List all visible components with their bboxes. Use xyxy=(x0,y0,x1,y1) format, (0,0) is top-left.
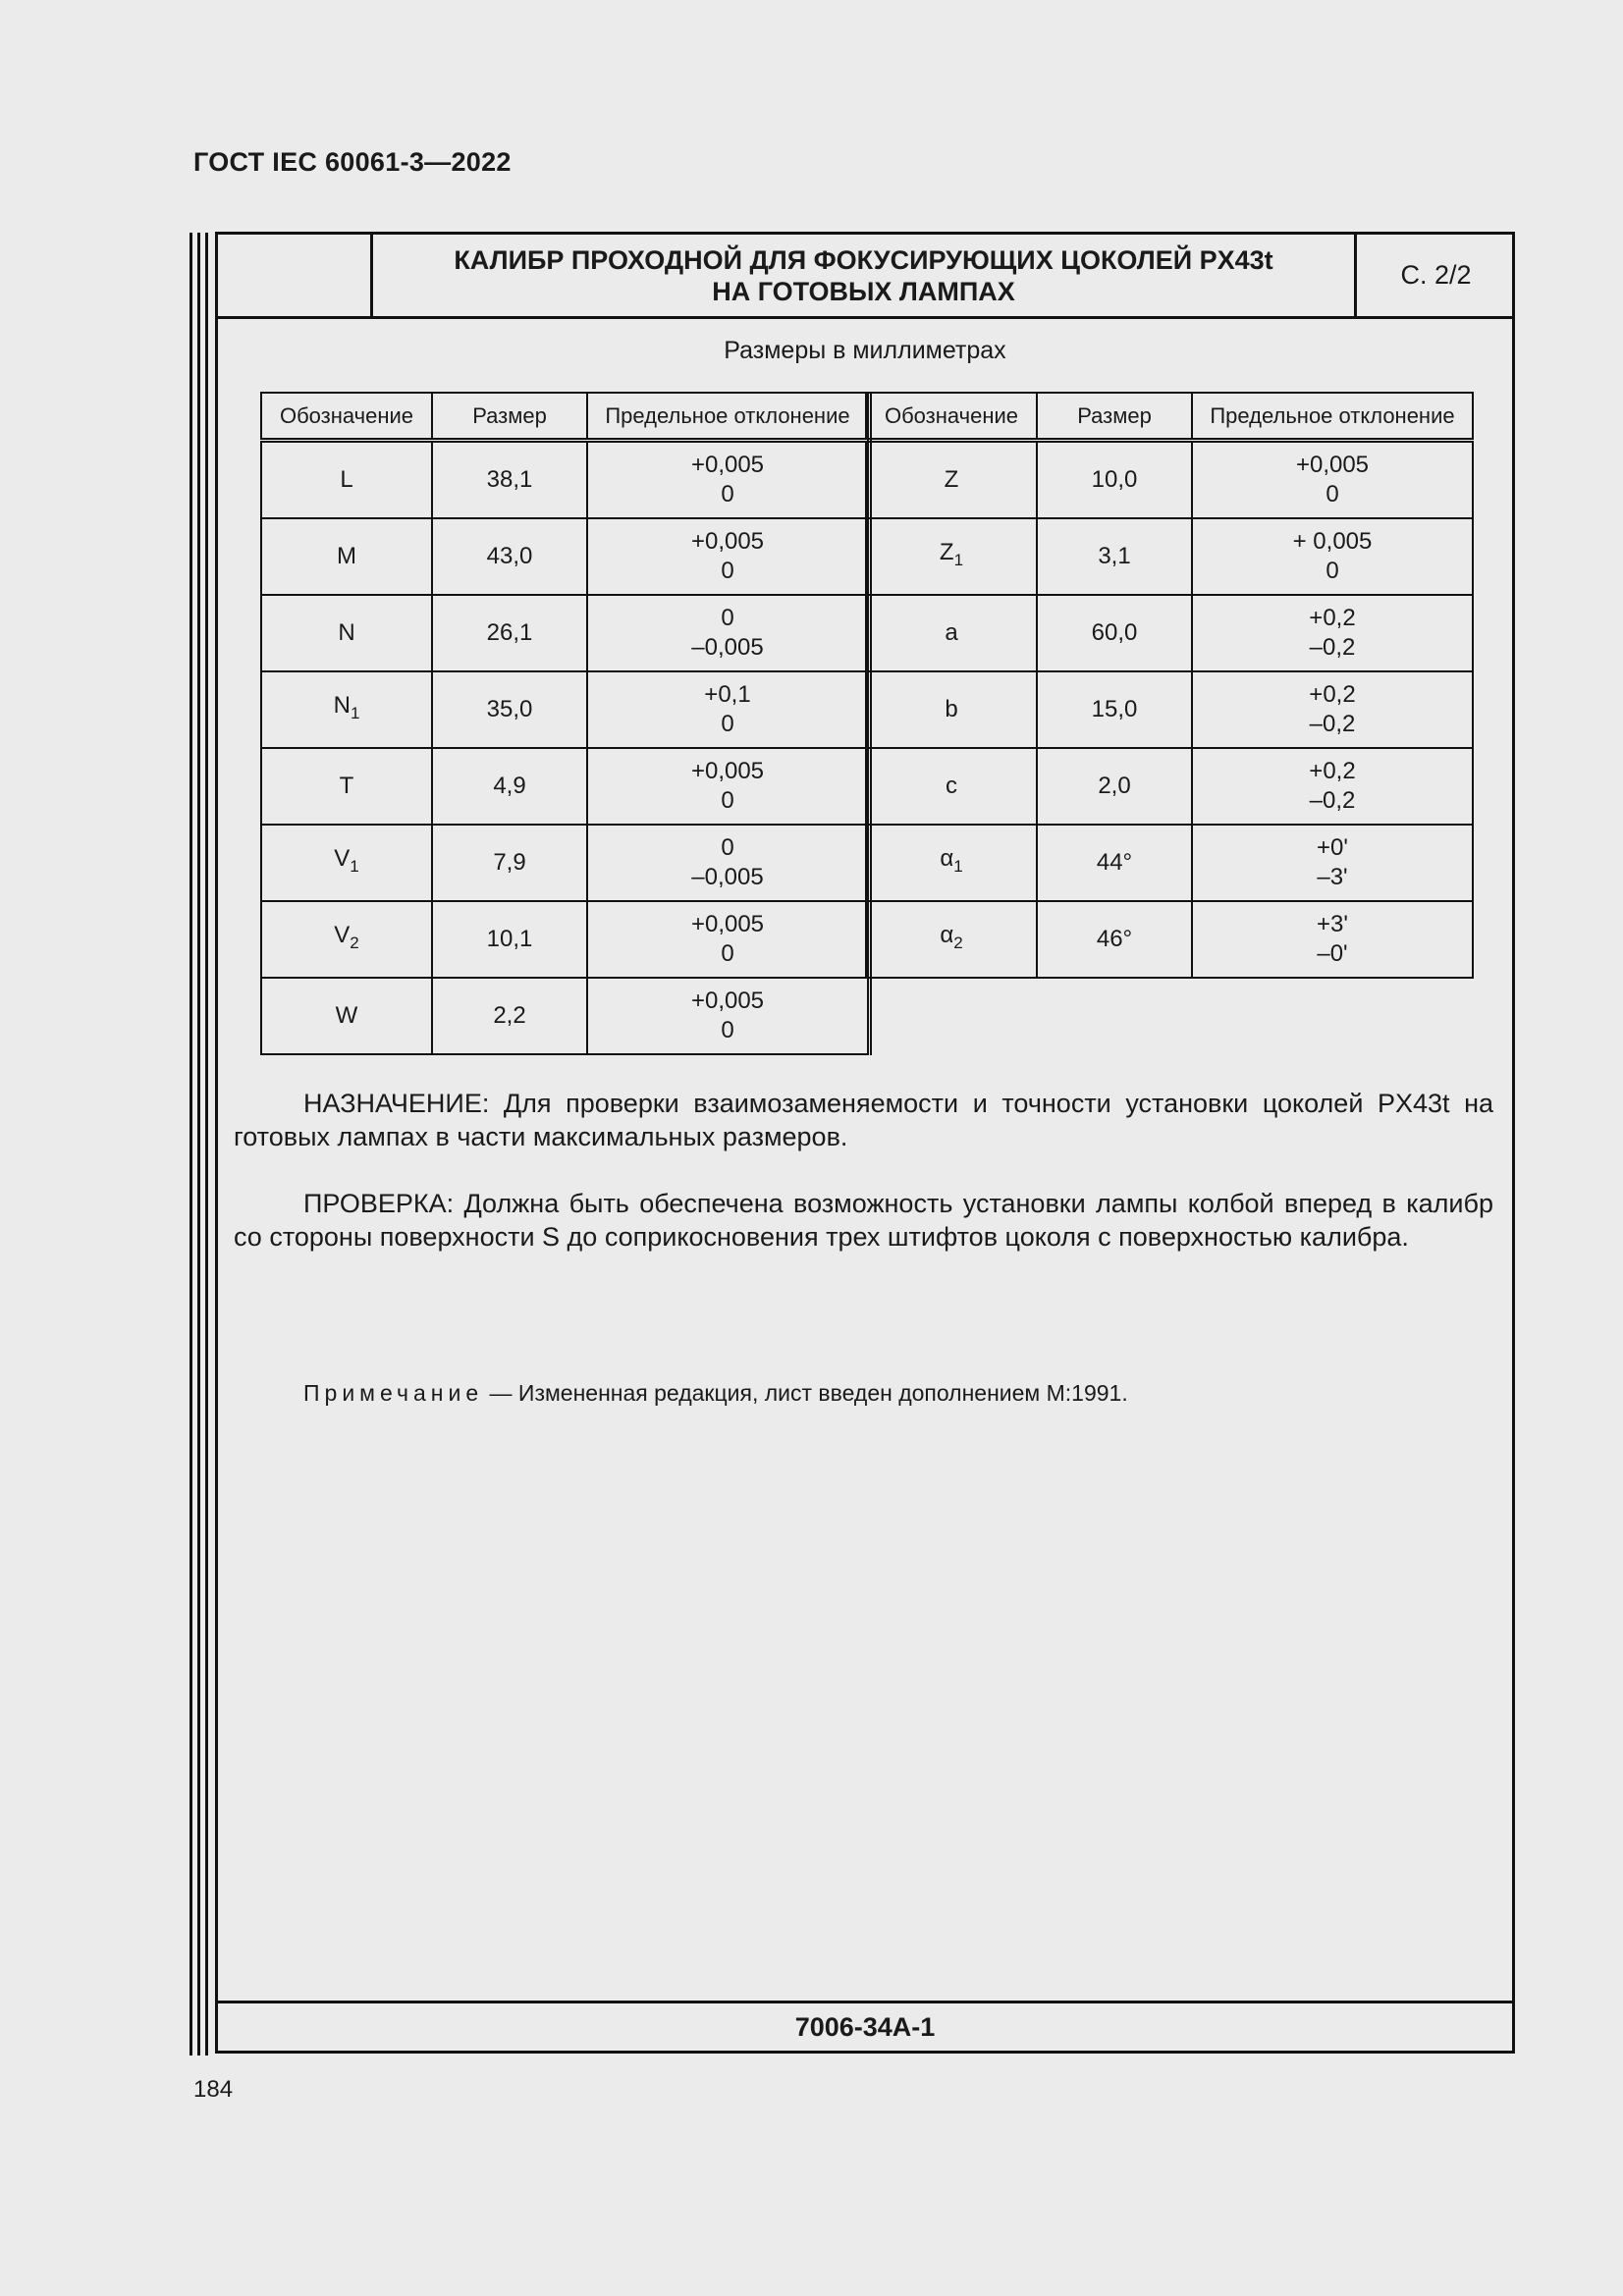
size-cell: 46° xyxy=(1037,901,1192,978)
margin-line xyxy=(197,233,200,2056)
document-header: ГОСТ IEC 60061-3—2022 xyxy=(193,147,512,177)
deviation-upper: +0,005 xyxy=(690,911,765,937)
header-size: Размер xyxy=(1037,393,1192,441)
page-number: 184 xyxy=(193,2076,234,2103)
sheet-code: 7006-34A-1 xyxy=(218,2001,1512,2051)
symbol: N xyxy=(338,619,355,646)
size-cell: 43,0 xyxy=(432,518,587,595)
symbol-cell xyxy=(866,595,1037,671)
symbol-cell xyxy=(261,978,432,1054)
deviation-cell xyxy=(587,825,870,901)
table-row xyxy=(261,441,870,519)
title-empty-cell xyxy=(218,235,373,316)
symbol-cell xyxy=(261,518,432,595)
purpose-paragraph: НАЗНАЧЕНИЕ: Для проверки взаимозаменяемости и точности установки цоколей PX43t на готовых лампах в части максимальных размеров. xyxy=(234,1089,1493,1151)
table-row xyxy=(866,595,1473,671)
deviation-lower: 0 xyxy=(1325,558,1339,584)
size-cell: 2,2 xyxy=(432,978,587,1054)
symbol: α xyxy=(940,845,954,872)
deviation-cell xyxy=(587,901,870,978)
symbol-subscript: 1 xyxy=(350,704,360,722)
header-symbol: Обозначение xyxy=(261,393,432,441)
table-header-row xyxy=(261,393,870,441)
symbol-cell xyxy=(261,825,432,901)
deviation-lower: 0 xyxy=(721,1017,734,1043)
deviation-lower: 0 xyxy=(721,558,734,584)
note xyxy=(303,1380,1128,1407)
deviation-cell xyxy=(587,978,870,1054)
size-cell: 38,1 xyxy=(432,441,587,519)
table-row xyxy=(866,518,1473,595)
deviation-lower: 0 xyxy=(721,481,734,507)
size-cell: 15,0 xyxy=(1037,671,1192,748)
size-cell: 35,0 xyxy=(432,671,587,748)
symbol-subscript: 1 xyxy=(350,857,359,876)
deviation-cell xyxy=(1192,518,1473,595)
symbol-subscript: 1 xyxy=(953,857,963,876)
symbol-cell xyxy=(866,441,1037,519)
deviation-lower: 0 xyxy=(721,711,734,737)
symbol: a xyxy=(945,619,958,646)
header-symbol: Обозначение xyxy=(866,393,1037,441)
sheet-title-line2: НА ГОТОВЫХ ЛАМПАХ xyxy=(712,276,1015,306)
deviation-upper: +3' xyxy=(1317,911,1348,937)
symbol: α xyxy=(940,922,954,948)
deviation-cell xyxy=(1192,595,1473,671)
deviation-cell xyxy=(1192,825,1473,901)
size-cell: 44° xyxy=(1037,825,1192,901)
symbol-cell xyxy=(866,671,1037,748)
symbol-cell xyxy=(866,825,1037,901)
sheet-page-number: С. 2/2 xyxy=(1354,235,1515,316)
deviation-upper: 0 xyxy=(721,605,734,631)
deviation-upper: 0 xyxy=(721,834,734,861)
deviation-upper: +0,2 xyxy=(1309,681,1356,708)
header-deviation: Предельное отклонение xyxy=(1192,393,1473,441)
symbol: W xyxy=(335,1002,358,1029)
deviation-lower: –0,2 xyxy=(1309,634,1356,661)
symbol-cell xyxy=(866,748,1037,825)
deviation-cell xyxy=(587,671,870,748)
size-cell: 4,9 xyxy=(432,748,587,825)
sheet-title xyxy=(373,235,1354,316)
size-cell: 10,1 xyxy=(432,901,587,978)
deviation-cell xyxy=(1192,901,1473,978)
deviation-cell xyxy=(587,441,870,519)
symbol: V xyxy=(334,922,351,948)
table-row xyxy=(261,748,870,825)
deviation-lower: 0 xyxy=(1325,481,1339,507)
title-block xyxy=(218,235,1512,319)
margin-line xyxy=(189,233,192,2056)
deviation-cell xyxy=(587,518,870,595)
table-row xyxy=(261,518,870,595)
deviation-upper: +0,005 xyxy=(690,988,765,1014)
deviation-lower: –0,2 xyxy=(1309,711,1356,737)
header-deviation: Предельное отклонение xyxy=(587,393,870,441)
margin-line xyxy=(205,233,208,2056)
sheet-title-line1: КАЛИБР ПРОХОДНОЙ ДЛЯ ФОКУСИРУЮЩИХ ЦОКОЛЕЙ PX43t xyxy=(454,244,1273,275)
deviation-lower: –0,2 xyxy=(1309,787,1356,814)
deviation-upper: +0' xyxy=(1317,834,1348,861)
symbol-cell xyxy=(866,901,1037,978)
table-row xyxy=(866,825,1473,901)
size-cell: 26,1 xyxy=(432,595,587,671)
table-row xyxy=(866,901,1473,978)
table-row xyxy=(261,595,870,671)
deviation-cell xyxy=(1192,441,1473,519)
symbol-cell xyxy=(261,671,432,748)
symbol-cell xyxy=(261,595,432,671)
deviation-lower: 0 xyxy=(721,787,734,814)
deviation-cell xyxy=(587,748,870,825)
dimensions-table-left xyxy=(260,392,872,1055)
size-cell: 7,9 xyxy=(432,825,587,901)
check-paragraph: ПРОВЕРКА: Должна быть обеспечена возможность установки лампы колбой вперед в калибр со стороны поверхности S до соприкосновения трех штифтов цоколя с поверхностью калибра. xyxy=(234,1189,1493,1252)
header-size: Размер xyxy=(432,393,587,441)
note-text: — Измененная редакция, лист введен дополнением М:1991. xyxy=(483,1380,1128,1406)
deviation-upper: + 0,005 xyxy=(1292,528,1373,555)
table-row xyxy=(261,825,870,901)
symbol-cell xyxy=(866,518,1037,595)
symbol-cell xyxy=(261,901,432,978)
table-row xyxy=(261,671,870,748)
symbol: N xyxy=(333,692,351,719)
symbol: T xyxy=(339,773,354,799)
size-cell: 60,0 xyxy=(1037,595,1192,671)
units-caption: Размеры в миллиметрах xyxy=(724,337,1006,364)
symbol: L xyxy=(340,466,353,493)
deviation-cell xyxy=(587,595,870,671)
note-label: Примечание xyxy=(303,1380,484,1406)
deviation-upper: +0,1 xyxy=(704,681,751,708)
deviation-cell xyxy=(1192,671,1473,748)
deviation-upper: +0,005 xyxy=(690,452,765,478)
symbol-subscript: 1 xyxy=(953,551,964,569)
deviation-upper: +0,005 xyxy=(690,758,765,784)
deviation-lower: –0,005 xyxy=(691,634,764,661)
deviation-upper: +0,2 xyxy=(1309,605,1356,631)
size-cell: 2,0 xyxy=(1037,748,1192,825)
symbol: M xyxy=(337,543,356,569)
deviation-lower: 0 xyxy=(721,940,734,967)
dimensions-table-right xyxy=(865,392,1474,979)
table-row xyxy=(866,671,1473,748)
table-row xyxy=(866,441,1473,519)
size-cell: 3,1 xyxy=(1037,518,1192,595)
table-row xyxy=(261,901,870,978)
deviation-cell xyxy=(1192,748,1473,825)
deviation-upper: +0,005 xyxy=(690,528,765,555)
symbol-subscript: 2 xyxy=(953,934,963,952)
deviation-lower: –0,005 xyxy=(691,864,764,890)
deviation-lower: –3' xyxy=(1317,864,1348,890)
table-header-row xyxy=(866,393,1473,441)
sheet-frame xyxy=(215,232,1515,2054)
size-cell: 10,0 xyxy=(1037,441,1192,519)
symbol: Z xyxy=(944,466,959,493)
symbol: b xyxy=(945,696,958,722)
table-row xyxy=(261,978,870,1054)
symbol: Z xyxy=(939,539,954,565)
table-row xyxy=(866,748,1473,825)
symbol: c xyxy=(946,773,957,799)
symbol-cell xyxy=(261,748,432,825)
deviation-lower: –0' xyxy=(1317,940,1348,967)
deviation-upper: +0,005 xyxy=(1295,452,1370,478)
symbol-cell xyxy=(261,441,432,519)
symbol: V xyxy=(334,845,351,872)
symbol-subscript: 2 xyxy=(350,934,359,952)
deviation-upper: +0,2 xyxy=(1309,758,1356,784)
